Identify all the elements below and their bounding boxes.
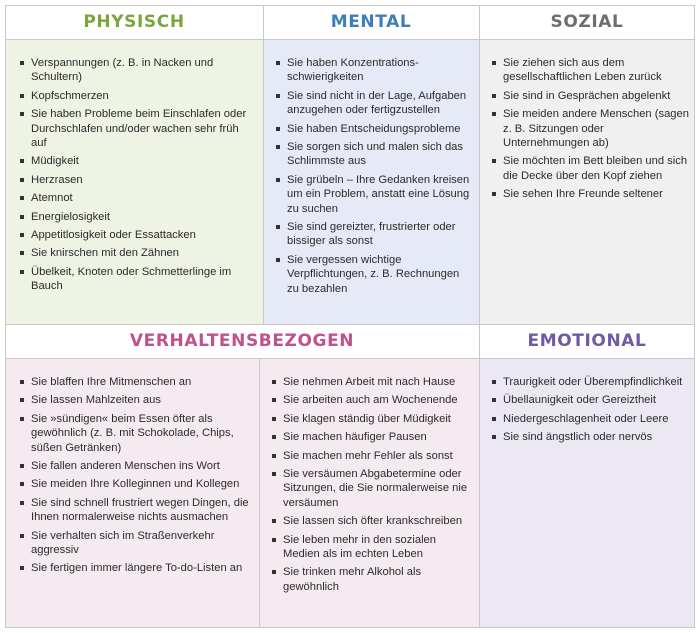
grid-col-2 (479, 5, 480, 628)
list-item: Verspannungen (z. B. in Nacken und Schultern) (19, 56, 255, 85)
list-item: Sie meiden andere Menschen (sagen z. B. Sitzungen oder Unternehmungen ab) (491, 107, 689, 150)
verhaltensbezogen-heading: VERHALTENSBEZOGEN (129, 331, 355, 351)
list-item: Sie arbeiten auch am Wochenende (271, 393, 473, 407)
verhaltensbezogen-panel-right (259, 358, 479, 628)
list-item: Sie trinken mehr Alkohol als gewöhnlich (271, 565, 473, 594)
list-item: Sie haben Probleme beim Einschlafen oder Durchschlafen und/oder wachen sehr früh auf (19, 107, 255, 150)
list-item: Atemnot (19, 191, 255, 205)
list-item: Appetitlosigkeit oder Essattacken (19, 228, 255, 242)
list-item: Übelkeit, Knoten oder Schmetterlinge im Bauch (19, 265, 255, 294)
list-item: Sie nehmen Arbeit mit nach Hause (271, 375, 473, 389)
list-item: Sie sind nicht in der Lage, Aufgaben anzugehen oder fertigzustellen (275, 89, 471, 118)
grid-outer-left (5, 5, 6, 628)
list-item: Sie haben Entscheidungsprobleme (275, 122, 471, 136)
list-item: Kopfschmerzen (19, 89, 255, 103)
mental-list (275, 56, 471, 296)
list-item: Sie lassen sich öfter krankschreiben (271, 514, 473, 528)
list-item: Sie fertigen immer längere To-do-Listen an (19, 561, 253, 575)
list-item: Sie lassen Mahlzeiten aus (19, 393, 253, 407)
list-item: Übellaunigkeit oder Gereiztheit (491, 393, 689, 407)
list-item: Sie sind gereizter, frustrierter oder bissiger als sonst (275, 220, 471, 249)
mental-panel (263, 39, 479, 324)
sozial-heading: SOZIAL (550, 12, 624, 32)
list-item: Sie klagen ständig über Müdigkeit (271, 412, 473, 426)
list-item: Traurigkeit oder Überempfindlichkeit (491, 375, 689, 389)
physisch-heading: PHYSISCH (83, 12, 185, 32)
emotional-list (491, 375, 689, 445)
list-item: Niedergeschlagenheit oder Leere (491, 412, 689, 426)
list-item: Sie grübeln – Ihre Gedanken kreisen um ein Problem, anstatt eine Lösung zu suchen (275, 173, 471, 216)
verhaltensbezogen-panel-left (5, 358, 259, 628)
grid-outer-bottom (5, 627, 695, 628)
list-item: Sie sind in Gesprächen abgelenkt (491, 89, 689, 103)
grid-outer-top (5, 5, 695, 6)
list-item: Sie machen mehr Fehler als sonst (271, 449, 473, 463)
list-item: Sie fallen anderen Menschen ins Wort (19, 459, 253, 473)
mental-heading: MENTAL (330, 12, 412, 32)
emotional-heading: EMOTIONAL (527, 331, 647, 351)
sozial-panel (479, 39, 695, 324)
physisch-panel (5, 39, 263, 324)
list-item: Sie sind ängstlich oder nervös (491, 430, 689, 444)
list-item: Sie ziehen sich aus dem gesellschaftlichen Leben zurück (491, 56, 689, 85)
list-item: Sie machen häufiger Pausen (271, 430, 473, 444)
list-item: Sie versäumen Abgabetermine oder Sitzungen, die Sie normalerweise nie versäumen (271, 467, 473, 510)
grid-row-mid (5, 324, 695, 325)
list-item: Sie vergessen wichtige Verpflichtungen, z. B. Rechnungen zu bezahlen (275, 253, 471, 296)
sozial-list (491, 56, 689, 202)
list-item: Müdigkeit (19, 154, 255, 168)
grid-outer-right (694, 5, 695, 628)
list-item: Sie meiden Ihre Kolleginnen und Kollegen (19, 477, 253, 491)
physisch-list (19, 56, 255, 294)
list-item: Sie leben mehr in den sozialen Medien als im echten Leben (271, 533, 473, 562)
list-item: Sie knirschen mit den Zähnen (19, 246, 255, 260)
grid-col-verh-split (259, 358, 260, 628)
list-item: Sie haben Konzentrations-schwierigkeiten (275, 56, 471, 85)
list-item: Sie sind schnell frustriert wegen Dingen, die Ihnen normalerweise nichts ausmachen (19, 496, 253, 525)
emotional-panel (479, 358, 695, 628)
verhaltensbezogen-list-left (19, 375, 253, 576)
verhaltensbezogen-list-right (271, 375, 473, 594)
list-item: Energielosigkeit (19, 210, 255, 224)
list-item: Sie möchten im Bett bleiben und sich die Decke über den Kopf ziehen (491, 154, 689, 183)
grid-row2-divider (5, 358, 695, 359)
list-item: Sie sorgen sich und malen sich das Schlimmste aus (275, 140, 471, 169)
list-item: Sie blaffen Ihre Mitmenschen an (19, 375, 253, 389)
list-item: Sie verhalten sich im Straßenverkehr aggressiv (19, 529, 253, 558)
list-item: Sie sehen Ihre Freunde seltener (491, 187, 689, 201)
grid-row1-divider (5, 39, 695, 40)
list-item: Sie »sündigen« beim Essen öfter als gewöhnlich (z. B. mit Schokolade, Chips, süßen Getränken) (19, 412, 253, 455)
grid-col-1 (263, 5, 264, 324)
list-item: Herzrasen (19, 173, 255, 187)
